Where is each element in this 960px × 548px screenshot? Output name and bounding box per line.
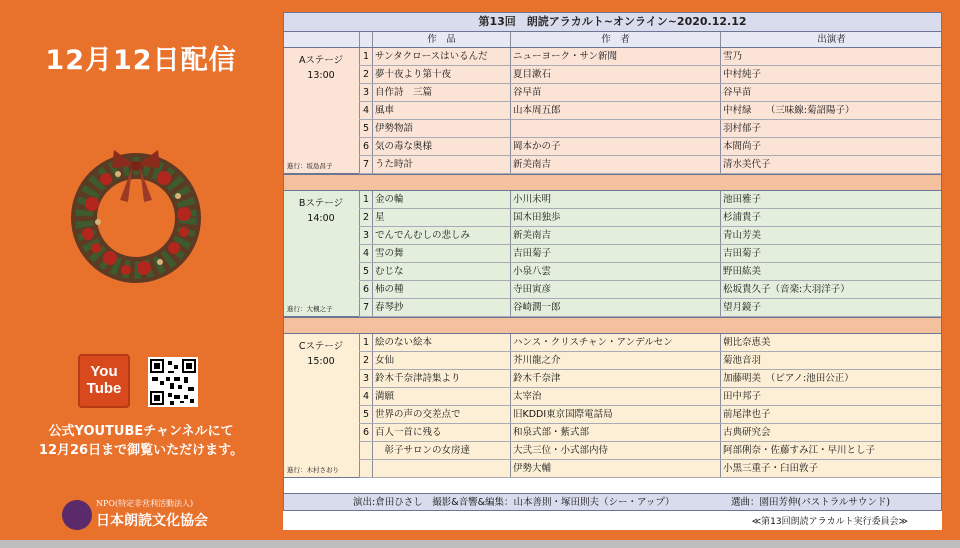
performer-name: 清水美代子 [723,159,771,170]
notice-line-2: 12月26日まで御覧いただけます。 [38,443,244,458]
performer-name: 雪乃 [723,51,743,62]
stage-divider [283,48,359,174]
stage-name: Bステージ [298,198,344,209]
youtube-label-bottom: Tube [86,380,122,397]
performer-name: 菊池音羽 [723,355,762,366]
author-name: 小泉八雲 [511,263,721,280]
committee-label: ≪第13回朗読アラカルト実行委員会≫ [751,517,908,527]
work-title: 夢十夜より第十夜 [373,66,511,83]
author-name: 大弐三位・小式部内侍 [511,442,721,459]
work-title: 星 [373,209,511,226]
stage-time: 15:00 [307,356,335,367]
table-row [359,227,942,245]
table-row [359,102,942,120]
work-title: サンタクロースはいるんだ [373,48,511,65]
row-number: 6 [359,281,373,298]
performer-name: 前尾津也子 [723,409,771,420]
author-name: 芥川龍之介 [511,352,721,369]
work-title: 伊勢物語 [373,120,511,137]
author-name: 谷早苗 [511,84,721,101]
performer-name: 古典研究会 [723,427,771,438]
bottom-strip [0,540,960,548]
organization-type: NPO(特定非営利活動法人) [96,499,194,508]
performer-name: 田中邦子 [723,391,762,402]
christmas-wreath-icon [66,144,206,284]
work-title: 気の毒な奥様 [373,138,511,155]
stage-name: Cステージ [298,341,344,352]
table-row [359,281,942,299]
work-title: 世界の声の交差点で [373,406,511,423]
work-title: でんでんむしの悲しみ [373,227,511,244]
author-name: 寺田寅彦 [511,281,721,298]
row-number: 7 [359,156,373,173]
performer-name: 中村純子 [723,69,762,80]
performer-name: 阿部俐奈・佐藤すみ江・早川とし子 [723,445,876,456]
header-work: 作 品 [373,32,511,47]
work-title [373,460,511,477]
row-number: 1 [359,334,373,351]
work-title: 絵のない絵本 [373,334,511,351]
author-name: 伊勢大輔 [511,460,721,477]
left-panel [0,0,282,548]
author-name: 山本周五郎 [511,102,721,119]
performer-name: 望月鏡子 [723,302,762,313]
performer-name: 野田紘美 [723,266,762,277]
row-number: 3 [359,370,373,387]
work-title: 雪の舞 [373,245,511,262]
program-table [283,12,942,530]
author-name: 谷崎潤一郎 [511,299,721,316]
work-title: 春琴抄 [373,299,511,316]
table-row [359,334,942,352]
stage-host: 進行：木村さおり [287,466,339,474]
table-row [359,191,942,209]
header-num [359,32,373,47]
performer-name: 青山芳美 [723,230,762,241]
table-row [359,424,942,442]
stage-host: 進行：坂島昌子 [287,162,333,170]
performer-name: 松坂貴久子（音楽:大羽洋子） [723,284,850,295]
author-name: 国木田独歩 [511,209,721,226]
broadcast-date-title: 12月12日配信 [45,45,237,76]
performer-name: 中村緑 （三味線:菊詔陽子） [723,105,855,116]
stage-time: 14:00 [307,213,335,224]
header-performer: 出演者 [817,34,846,45]
table-row [359,352,942,370]
row-number [359,442,373,459]
stage-name: Aステージ [298,55,344,66]
organization-block [62,498,262,532]
row-number: 5 [359,406,373,423]
author-name: 岡本かの子 [511,138,721,155]
author-name: 夏目漱石 [511,66,721,83]
author-name [511,120,721,137]
author-name: 太宰治 [511,388,721,405]
stage-separator [283,174,942,191]
program-title: 第13回 朗読アラカルト~オンライン~2020.12.12 [283,12,942,32]
row-number: 6 [359,138,373,155]
performer-name: 杉浦貴子 [723,212,762,223]
table-row [359,263,942,281]
performer-name: 池田雅子 [723,194,762,205]
organization-name: 日本朗読文化協会 [96,513,208,529]
performer-name: 本間尚子 [723,141,762,152]
work-title: むじな [373,263,511,280]
qr-code-icon[interactable] [148,357,198,407]
table-row [359,66,942,84]
youtube-label-top: You [90,363,118,380]
stage-divider [283,191,359,317]
work-title: 風車 [373,102,511,119]
stage-separator [283,317,942,334]
row-number: 5 [359,120,373,137]
author-name: ニューヨーク・サン新聞 [511,48,721,65]
table-row [359,460,942,478]
author-name: 新美南吉 [511,156,721,173]
author-name: ハンス・クリスチャン・アンデルセン [511,334,721,351]
row-number: 4 [359,388,373,405]
work-title: 柿の種 [373,281,511,298]
author-name: 吉田菊子 [511,245,721,262]
table-header-row [283,32,942,48]
performer-name: 羽村郁子 [723,123,762,134]
row-number: 4 [359,102,373,119]
table-row [359,156,942,174]
row-number: 2 [359,209,373,226]
table-row [359,138,942,156]
work-title: 百人一首に残る [373,424,511,441]
table-row [359,209,942,227]
table-row [359,370,942,388]
row-number: 3 [359,227,373,244]
work-title: 彰子サロンの女房達 [373,442,511,459]
youtube-icon[interactable] [78,354,130,408]
row-number: 1 [359,191,373,208]
table-row [359,245,942,263]
row-number: 1 [359,48,373,65]
table-row [359,299,942,317]
author-name: 鈴木千奈津 [511,370,721,387]
credits-row [283,493,942,511]
work-title: 女仙 [373,352,511,369]
row-number: 2 [359,66,373,83]
table-row [359,388,942,406]
performer-name: 朝比奈恵美 [723,337,771,348]
stage-time: 13:00 [307,70,335,81]
table-row [359,120,942,138]
notice-line-1: 公式YOUTUBEチャンネルにて [48,424,234,439]
author-name: 和泉式部・紫式部 [511,424,721,441]
row-number: 4 [359,245,373,262]
table-row [359,406,942,424]
credits-music: 選曲：園田芳伸(パストラルサウンド) [731,497,891,508]
performer-name: 加藤明美 （ピアノ:池田公正） [723,373,854,384]
performer-name: 谷早苗 [723,87,752,98]
work-title: うた時計 [373,156,511,173]
author-name: 旧KDDI東京国際電話局 [511,406,721,423]
author-name: 新美南吉 [511,227,721,244]
credits-production: 演出:倉田ひさし 撮影&音響&編集：山本善則・塚田則夫（シー・アップ） [353,497,675,508]
row-number [359,460,373,477]
row-number: 2 [359,352,373,369]
work-title: 自作詩 三篇 [373,84,511,101]
table-row [359,48,942,66]
table-row [359,84,942,102]
work-title: 金の輪 [373,191,511,208]
performer-name: 小黒三重子・臼田敦子 [723,463,819,474]
header-author: 作 者 [511,32,721,47]
organization-logo-icon [62,500,92,530]
table-row [359,442,942,460]
author-name: 小川未明 [511,191,721,208]
work-title: 鈴木千奈津詩集より [373,370,511,387]
row-number: 6 [359,424,373,441]
row-number: 7 [359,299,373,316]
row-number: 5 [359,263,373,280]
stage-host: 進行：大槻之子 [287,305,333,313]
work-title: 満願 [373,388,511,405]
row-number: 3 [359,84,373,101]
performer-name: 吉田菊子 [723,248,762,259]
stage-divider [283,334,359,478]
youtube-notice [0,422,282,460]
